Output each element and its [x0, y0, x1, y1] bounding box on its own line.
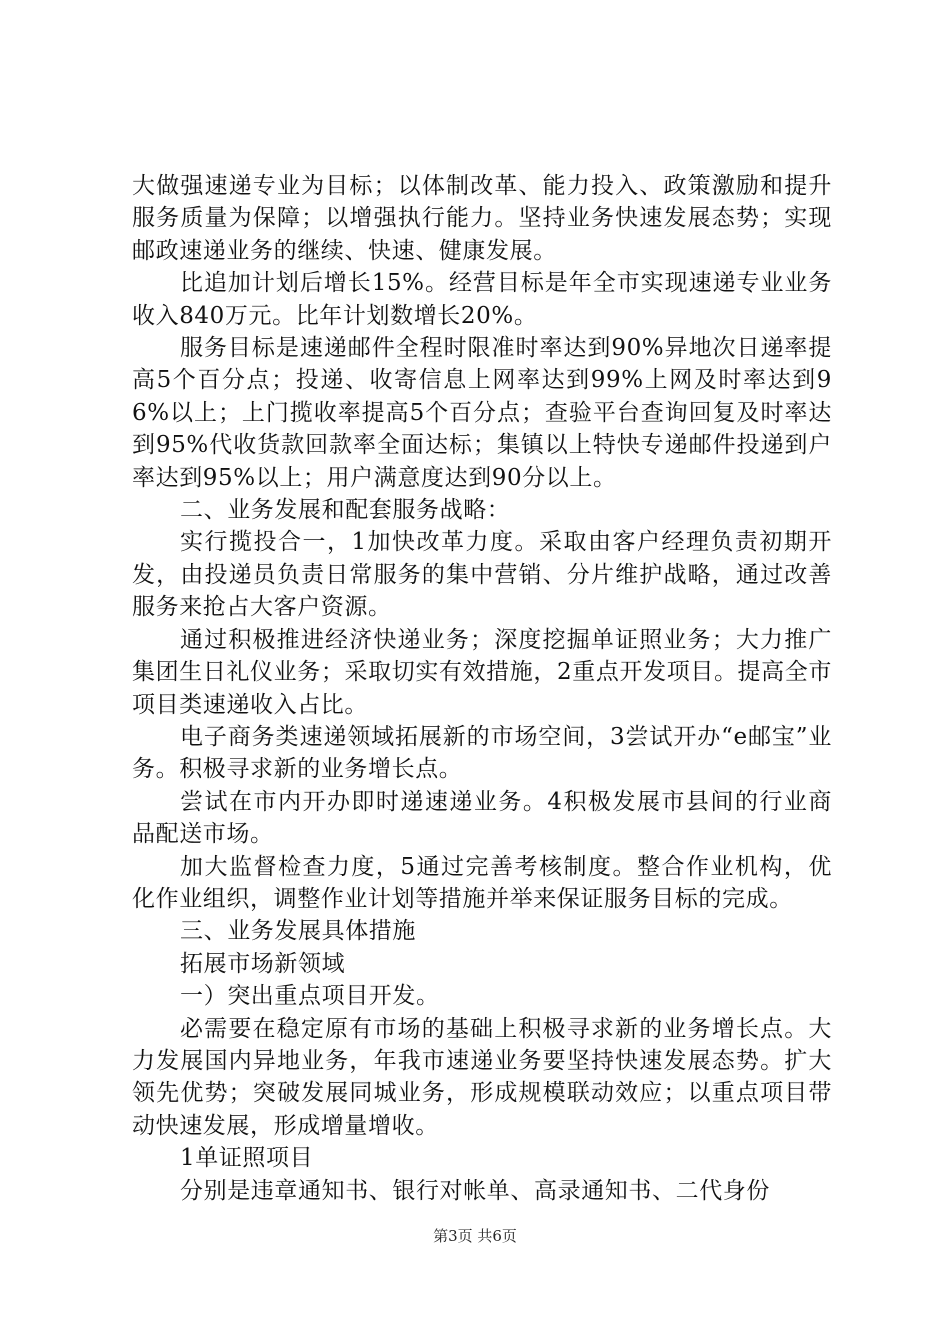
paragraph-2: 比追加计划后增长15%。经营目标是年全市实现速递专业业务收入840万元。比年计划数增长20%。	[132, 270, 832, 329]
paragraph-13: 必需要在稳定原有市场的基础上积极寻求新的业务增长点。大力发展国内异地业务，年我市速递业务要坚持快速发展态势。扩大领先优势；突破发展同城业务，形成规模联动效应；以重点项目带动快速发展，形成增量增收。	[132, 1015, 832, 1139]
paragraph-15: 分别是违章通知书、银行对帐单、高录通知书、二代身份	[180, 1177, 770, 1204]
paragraph-9: 加大监督检查力度，5通过完善考核制度。整合作业机构，优化作业组织，调整作业计划等措施并举来保证服务目标的完成。	[132, 853, 832, 912]
paragraph-6: 通过积极推进经济快递业务；深度挖掘单证照业务；大力推广集团生日礼仪业务；采取切实有效措施，2重点开发项目。提高全市项目类速递收入占比。	[132, 626, 832, 718]
paragraph-8: 尝试在市内开办即时递速递业务。4积极发展市县间的行业商品配送市场。	[132, 788, 832, 848]
page-number-footer: 第3页 共6页	[433, 1227, 517, 1245]
paragraph-1: 大做强速递专业为目标；以体制改革、能力投入、政策激励和提升服务质量为保障；以增强执行能力。坚持业务快速发展态势；实现邮政速递业务的继续、快速、健康发展。	[132, 173, 832, 264]
subheading-key-projects: 一）突出重点项目开发。	[180, 983, 440, 1010]
subheading-market: 拓展市场新领域	[180, 950, 346, 977]
paragraph-7: 电子商务类速递领域拓展新的市场空间，3尝试开办“e邮宝”业务。积极寻求新的业务增长点。	[132, 723, 832, 783]
paragraph-5: 实行揽投合一，1加快改革力度。采取由客户经理负责初期开发，由投递员负责日常服务的集中营销、分片维护战略，通过改善服务来抢占大客户资源。	[132, 529, 832, 621]
subheading-documents-project: 1单证照项目	[180, 1145, 314, 1172]
paragraph-3: 服务目标是速递邮件全程时限准时率达到90%异地次日递率提高5个百分点；投递、收寄信息上网率达到99%上网及时率达到96%以上；上门揽收率提高5个百分点；查验平台查询回复及时率达到95%代收货款回款率全面达标；集镇以上特快专递邮件投递到户率达到95%以上；用户满意度达到90分以上。	[132, 335, 832, 491]
section-heading-2: 二、业务发展和配套服务战略：	[180, 497, 511, 524]
section-heading-3: 三、业务发展具体措施	[180, 918, 416, 945]
body-text	[132, 170, 832, 1207]
